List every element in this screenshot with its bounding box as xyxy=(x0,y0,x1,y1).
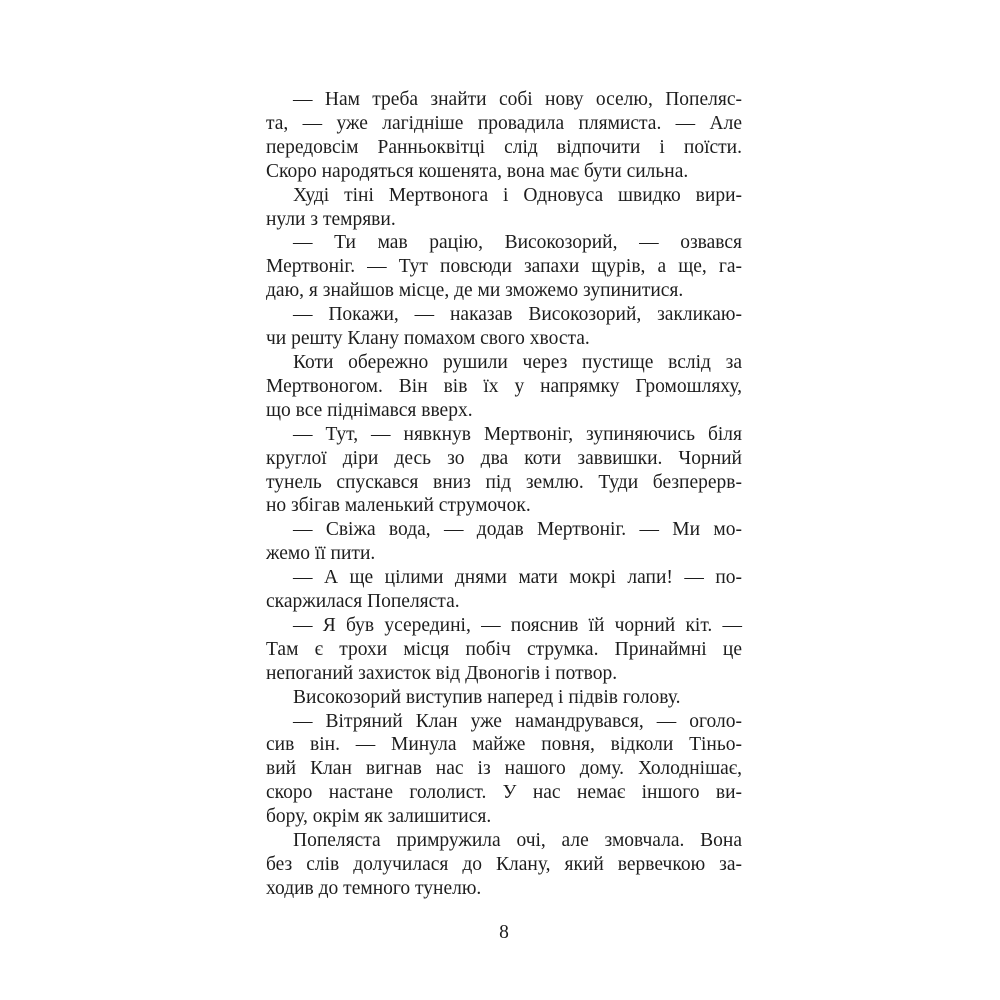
text-line: круглої діри десь зо два коти заввишки. Чорний xyxy=(266,447,742,469)
text-line: — Я був усередині, — пояснив їй чорний кіт. — xyxy=(293,614,742,636)
paragraph xyxy=(266,184,742,232)
text-line: вий Клан вигнав нас із нашого дому. Холоднішає, xyxy=(266,758,742,780)
text-line: ходив до темного тунелю. xyxy=(266,877,482,899)
text-line: — Тут, — нявкнув Мертвоніг, зупиняючись біля xyxy=(293,423,742,445)
text-line: скоро настане гололист. У нас немає іншого ви- xyxy=(266,782,742,804)
text-line: передовсім Ранньоквітці слід відпочити і поїсти. xyxy=(266,136,742,158)
text-line: нули з темряви. xyxy=(266,208,396,230)
text-line: — Вітряний Клан уже намандрувався, — оголо- xyxy=(293,710,742,732)
text-line: Мертвоніг. — Тут повсюди запахи щурів, а ще, га- xyxy=(266,256,742,278)
text-line: — Свіжа вода, — додав Мертвоніг. — Ми мо- xyxy=(293,519,742,541)
text-line: Високозорий виступив наперед і підвів голову. xyxy=(293,686,681,708)
text-line: — Покажи, — наказав Високозорий, закликаю- xyxy=(293,304,742,326)
paragraph xyxy=(266,303,742,351)
text-line: без слів долучилася до Клану, який вервечкою за- xyxy=(266,854,742,875)
paragraph xyxy=(266,614,742,686)
text-line: Попеляста примружила очі, але змовчала. Вона xyxy=(293,830,742,852)
paragraph xyxy=(266,710,742,830)
paragraph xyxy=(266,88,742,184)
paragraph xyxy=(266,423,742,519)
paragraph xyxy=(266,351,742,423)
text-line: — Нам треба знайти собі нову оселю, Попеляс- xyxy=(293,89,742,110)
page-number: 8 xyxy=(499,922,509,943)
text-line: сив він. — Минула майже повня, відколи Тіньо- xyxy=(266,734,742,756)
text-line: Там є трохи місця побіч струмка. Принаймні це xyxy=(266,638,742,660)
paragraph xyxy=(266,231,742,303)
text-line: та, — уже лагідніше провадила плямиста. — Але xyxy=(266,112,742,134)
text-line: бору, окрім як залишитися. xyxy=(266,806,492,828)
paragraph xyxy=(266,566,742,614)
paragraph xyxy=(266,829,742,901)
text-line: скаржилася Попеляста. xyxy=(266,591,460,613)
paragraph xyxy=(266,518,742,566)
text-line: тунель спускався вниз під землю. Туди безперерв- xyxy=(266,471,742,493)
text-line: жемо її пити. xyxy=(266,543,376,565)
paragraph xyxy=(266,686,742,710)
text-line: чи решту Клану помахом свого хвоста. xyxy=(266,328,590,350)
text-line: — Ти мав рацію, Високозорий, — озвався xyxy=(293,232,742,254)
text-line: Коти обережно рушили через пустище вслід за xyxy=(293,351,742,373)
text-line: Мертвоногом. Він вів їх у напрямку Громошляху, xyxy=(266,375,742,397)
text-block xyxy=(266,88,742,901)
text-line: Худі тіні Мертвонога і Одновуса швидко вири- xyxy=(293,184,742,206)
text-line: — А ще цілими днями мати мокрі лапи! — по- xyxy=(293,567,742,589)
text-line: но збігав маленький струмочок. xyxy=(266,495,531,517)
text-line: непоганий захисток від Двоногів і потвор. xyxy=(266,662,618,684)
text-line: Скоро народяться кошенята, вона має бути сильна. xyxy=(266,160,689,182)
text-line: що все піднімався вверх. xyxy=(266,399,473,421)
text-line: даю, я знайшов місце, де ми зможемо зупинитися. xyxy=(266,280,684,302)
